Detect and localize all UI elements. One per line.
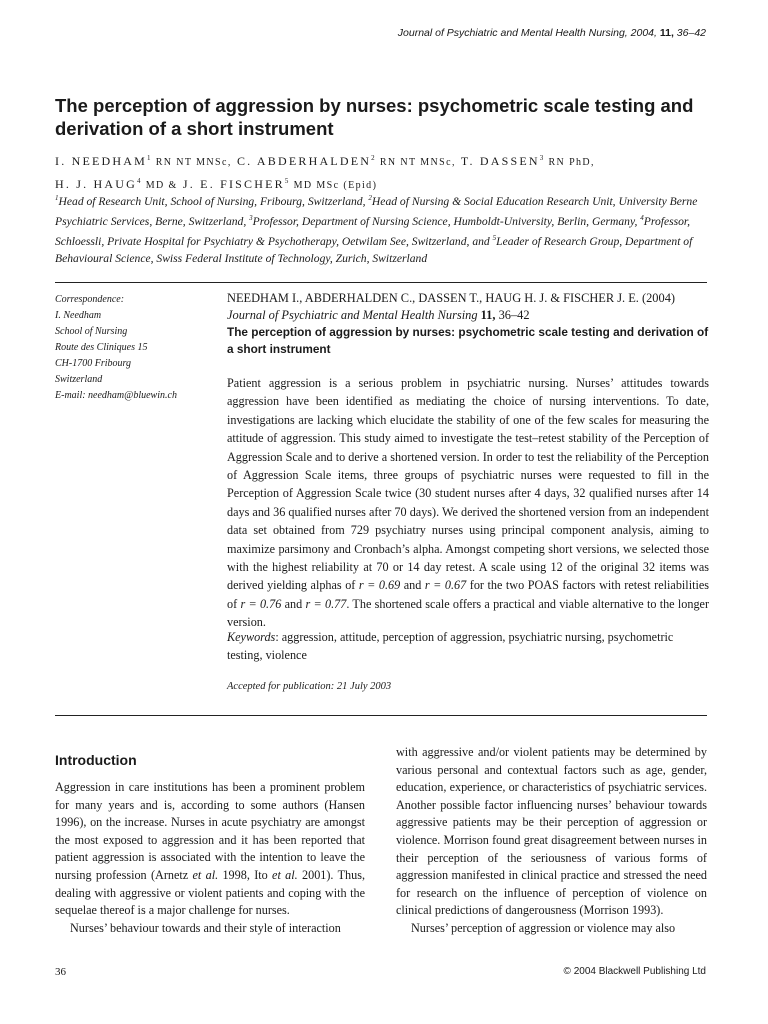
author-name: I. NEEDHAM — [55, 154, 147, 168]
author-name: H. J. HAUG — [55, 177, 137, 191]
abstract-text: and — [281, 596, 306, 611]
abstract — [227, 374, 709, 632]
author-list — [55, 149, 725, 195]
journal-year: 2004, — [630, 27, 657, 39]
intro-etal: et al. — [272, 867, 298, 882]
correspondence-line: CH-1700 Fribourg — [55, 358, 132, 369]
author-sup: 3 — [539, 154, 544, 162]
author-degrees: MD & — [145, 180, 178, 191]
stat-r4: r = 0.77 — [305, 596, 347, 611]
intro-text: Aggression in care institutions has been a prominent problem for many years and is, according to some authors (Hansen 1996), on the increase. Nurses in acute psychiatry are amongst the most exposed to aggression and it has been reported that patient aggression is associated with the intention to leave the nursing profession (Arnetz — [55, 780, 365, 882]
intro-text: 1998, Ito — [218, 867, 273, 882]
affiliation: Professor, Schloessli, Private Hospital for Psychiatry & Psychotherapy, Oetwilam See, Switzerland, and — [55, 214, 691, 248]
journal-title: Journal of Psychiatric and Mental Health Nursing — [397, 27, 625, 39]
affiliations — [55, 190, 715, 267]
journal-pages: 36–42 — [676, 27, 706, 39]
affil-sup: 1 — [55, 194, 59, 202]
page-number: 36 — [55, 966, 66, 978]
author-sup: 5 — [284, 177, 289, 185]
author-name: J. E. FISCHER — [182, 177, 285, 191]
affiliation: Head of Nursing & Social Education Research Unit, University Berne Psychiatric Services, Berne, Switzerland, — [55, 194, 698, 228]
citation-pages: 36–42 — [498, 308, 530, 322]
abstract-text: Patient aggression is a serious problem in psychiatric nursing. Nurses’ attitudes towards aggression have been identified as mediating the choice of nursing interventions. To date, investigations are lacking which elucidate the stability of one of the few scales for measuring the attitude of aggression. This study aimed to investigate the test–retest stability of the Perception of Aggression Scale and to derive a shortened version. In order to test the reliability of the Perception of Aggression Scale items, three groups of psychiatric nurses were requested to fill in the Perception of Aggression Scale twice (30 student nurses after 4 days, 32 qualified nurses after 14 days and 36 qualified nurses after 70 days). We derived the shortened version from an independent data set obtained from 729 psychiatry nurses using principal component analysis, aiming to maximize parsimony and Cronbach’s alpha. Amongst competing short versions, we selected those with the highest reliability at 70 or 14 day retest. A scale using 12 of the original 32 items was derived yielding alphas of — [227, 376, 709, 593]
citation-article-title: The perception of aggression by nurses: psychometric scale testing and derivation of a short instrument — [227, 325, 709, 356]
correspondence-line: Switzerland — [55, 374, 103, 385]
affil-sup: 5 — [492, 233, 497, 242]
author-sup: 2 — [371, 154, 375, 162]
intro-paragraph: Nurses’ perception of aggression or violence may also — [411, 920, 676, 935]
citation-block — [227, 290, 709, 358]
abstract-text: for the two POAS factors with retest reliabilities of — [227, 578, 710, 611]
intro-paragraph: Nurses’ behaviour towards and their style of interaction — [70, 920, 341, 935]
top-divider — [55, 282, 707, 283]
affiliation: Head of Research Unit, School of Nursing, Fribourg, Switzerland, — [58, 194, 366, 208]
keywords-label: Keywords — [227, 630, 276, 644]
affil-sup: 3 — [249, 213, 253, 222]
keywords-text: : aggression, attitude, perception of aggression, psychiatric nursing, psychometric testing, violence — [227, 630, 674, 663]
author-sup: 4 — [137, 177, 141, 185]
citation-volume: 11, — [480, 308, 496, 322]
citation-journal: Journal of Psychiatric and Mental Health Nursing — [227, 308, 478, 322]
correspondence-block — [55, 292, 215, 404]
author-name: T. DASSEN — [460, 154, 540, 168]
author-sup: 1 — [147, 154, 151, 162]
stat-r1: r = 0.69 — [358, 578, 401, 593]
body-column-left — [55, 779, 365, 937]
affiliation: Leader of Research Group, Department of Behavioural Science, Swiss Federal Institute of Technology, Zurich, Switzerland — [55, 234, 693, 265]
intro-etal: et al. — [192, 867, 219, 882]
copyright: © 2004 Blackwell Publishing Ltd — [563, 966, 706, 977]
accepted-date: Accepted for publication: 21 July 2003 — [227, 681, 392, 692]
affil-sup: 4 — [640, 213, 644, 222]
correspondence-email: E-mail: needham@bluewin.ch — [55, 390, 177, 401]
citation-authors: NEEDHAM I., ABDERHALDEN C., DASSEN T., HAUG H. J. & FISCHER J. E. (2004) — [227, 291, 676, 305]
abstract-text: . The shortened scale offers a practical and viable alternative to the longer version. — [227, 596, 710, 630]
affiliation: Professor, Department of Nursing Science, Humboldt-University, Berlin, Germany, — [252, 214, 638, 228]
intro-text: 2001). Thus, dealing with aggressive or violent patients and coping with the sequelae thereof is a major challenge for nurses. — [55, 867, 365, 918]
stat-r2: r = 0.67 — [424, 578, 467, 593]
journal-running-header: Journal of Psychiatric and Mental Health Nursing, 2004, 11, 36–42 — [397, 27, 706, 39]
author-degrees: RN NT MNSc, — [155, 157, 232, 168]
keywords — [227, 628, 709, 665]
correspondence-line: I. Needham — [55, 310, 102, 321]
intro-paragraph: with aggressive and/or violent patients may be determined by various personal and contextual factors such as age, gender, education, experience, or characteristics of psychiatric services. Another possible factor influencing nurses’ behaviour towards aggressive patients may be their perception of aggression or violence. Morrison found great disagreement between nurses in their perception of the seriousness of various forms of aggression manifested in clinical practice and stressed the need for research on the influence of perception of violence on clinical predictions of dangerousness (Morrison 1993). — [396, 745, 707, 918]
intro-paragraph — [55, 779, 365, 920]
correspondence-label: Correspondence: — [55, 294, 125, 305]
author-degrees: MD MSc (Epid) — [293, 180, 378, 191]
author-name: C. ABDERHALDEN — [236, 154, 372, 168]
article-title: The perception of aggression by nurses: psychometric scale testing and derivation of a short instrument — [55, 95, 694, 139]
correspondence-line: School of Nursing — [55, 326, 128, 337]
bottom-divider — [55, 715, 707, 716]
body-column-right — [396, 744, 707, 938]
correspondence-line: Route des Cliniques 15 — [55, 342, 148, 353]
abstract-text: and — [400, 578, 425, 593]
section-heading-introduction: Introduction — [55, 752, 137, 768]
affil-sup: 2 — [368, 194, 372, 202]
journal-volume: 11, — [659, 27, 674, 39]
stat-r3: r = 0.76 — [240, 596, 282, 611]
author-degrees: RN NT MNSc, — [379, 157, 456, 168]
author-degrees: RN PhD, — [548, 157, 595, 168]
